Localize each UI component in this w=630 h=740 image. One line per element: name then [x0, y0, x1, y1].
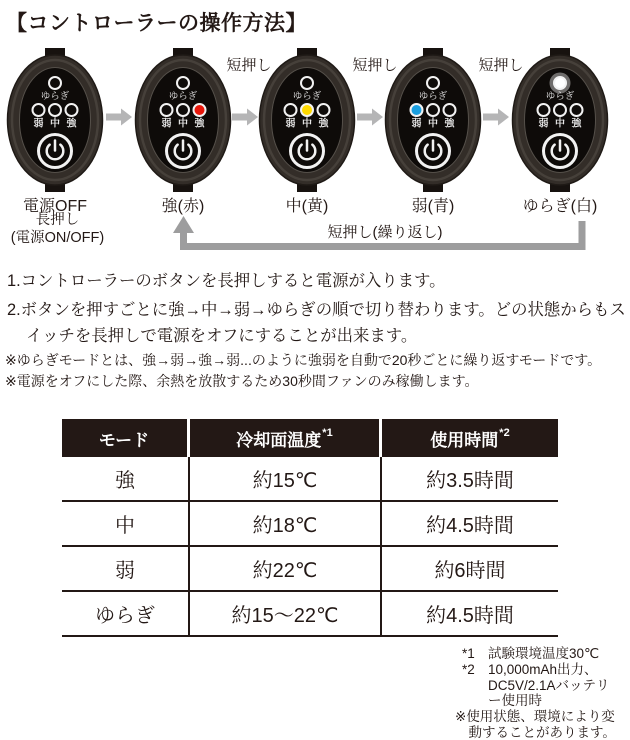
page-title: 【コントローラーの操作方法】	[6, 12, 307, 35]
table-cell: 約15〜22℃	[190, 592, 382, 635]
footnote-marker: ※	[455, 709, 467, 725]
table-cell: 約15℃	[190, 457, 382, 500]
strong-led-label: 強	[444, 118, 455, 130]
mode-label: 強(赤)	[161, 198, 205, 215]
header-text: モード	[98, 430, 150, 450]
footnote-marker: *1	[462, 646, 475, 661]
weak-led-icon	[161, 104, 173, 116]
table-header-usage-time	[382, 419, 558, 457]
strong-led-icon	[318, 104, 330, 116]
medium-led-icon	[554, 104, 566, 116]
long-press-label-line1: 長押し	[35, 212, 80, 228]
footnote-marker: *2	[462, 661, 475, 677]
table-cell: 約3.5時間	[426, 470, 514, 492]
flow-arrow-icon	[106, 109, 132, 126]
table-cell: 約18℃	[190, 502, 382, 545]
mode-label: 中(黄)	[285, 198, 329, 215]
footnote-list	[455, 646, 623, 740]
instruction-item-2: 2.ボタンを押すごとに強→中→弱→ゆらぎの順で切り替わります。どの状態からもスイッチを長押しで電源をオフにすることが出来ます。	[7, 301, 626, 345]
yuragi-led-icon	[49, 77, 61, 89]
footnote-item-3	[455, 709, 623, 740]
table-cell: 約22℃	[190, 547, 382, 590]
short-press-label: 短押し	[226, 57, 272, 74]
mode-label: 弱(青)	[411, 198, 455, 215]
table-cell: 約6時間	[434, 560, 506, 582]
weak-led-label: 弱	[538, 118, 549, 130]
table-cell: 約4.5時間	[426, 515, 514, 537]
footnote-text: 使用状態、環境により変動することがあります。	[466, 709, 616, 740]
weak-led-label: 弱	[33, 118, 44, 130]
mode-label: 電源OFF	[23, 198, 87, 215]
medium-led-label: 中	[178, 118, 188, 130]
yuragi-led-icon	[301, 77, 313, 89]
yuragi-led-label: ゆらぎ	[418, 91, 448, 102]
table-row	[62, 502, 558, 547]
yuragi-led-icon	[554, 77, 566, 89]
controller-illustration	[5, 47, 105, 193]
medium-led-icon	[301, 104, 313, 116]
table-header-row	[62, 419, 558, 457]
flow-arrow-icon	[232, 109, 258, 126]
medium-led-label: 中	[50, 118, 60, 130]
medium-led-label: 中	[428, 118, 438, 130]
yuragi-led-label: ゆらぎ	[545, 91, 575, 102]
header-text: 使用時間	[430, 430, 499, 450]
yuragi-led-label: ゆらぎ	[40, 91, 70, 102]
note-list	[5, 350, 629, 391]
medium-led-label: 中	[302, 118, 312, 130]
note-item-2: ※電源をオフにした際、余熱を放散するため30秒間ファンのみ稼働します。	[5, 372, 479, 389]
mode-label: ゆらぎ(白)	[522, 198, 598, 215]
medium-led-icon	[427, 104, 439, 116]
table-row	[62, 547, 558, 592]
strong-led-icon	[444, 104, 456, 116]
weak-led-icon	[538, 104, 550, 116]
flow-arrow-icon	[357, 109, 383, 126]
yuragi-led-icon	[177, 77, 189, 89]
medium-led-icon	[177, 104, 189, 116]
flow-arrow-icon	[483, 109, 509, 126]
table-cell: 中	[62, 502, 190, 545]
weak-led-icon	[411, 104, 423, 116]
strong-led-icon	[571, 104, 583, 116]
mode-table	[62, 419, 558, 637]
weak-led-icon	[33, 104, 45, 116]
controller-power-off	[5, 47, 105, 215]
table-cell: 弱	[62, 547, 190, 590]
header-text: 冷却面温度	[236, 430, 322, 450]
table-cell: 強	[62, 457, 190, 500]
footnote-item-2	[462, 662, 623, 709]
short-press-label: 短押し	[478, 57, 524, 74]
table-row	[62, 592, 558, 637]
header-superscript: *2	[499, 427, 510, 439]
strong-led-label: 強	[318, 118, 329, 130]
table-cell: 約4.5時間	[426, 605, 514, 627]
yuragi-led-icon	[427, 77, 439, 89]
repeat-arrow-head-icon	[173, 216, 194, 233]
repeat-press-label: 短押し(繰り返し)	[327, 224, 443, 241]
medium-led-icon	[49, 104, 61, 116]
footnote-item-1	[462, 646, 623, 662]
yuragi-led-label: ゆらぎ	[168, 91, 198, 102]
strong-led-icon	[66, 104, 78, 116]
table-header-cooling-temp	[190, 419, 382, 457]
yuragi-led-label: ゆらぎ	[292, 91, 322, 102]
strong-led-label: 強	[571, 118, 582, 130]
long-press-label-line2: (電源ON/OFF)	[10, 230, 105, 246]
note-item-1: ※ゆらぎモードとは、強→弱→強→弱...のように強弱を自動で20秒ごとに繰り返すモードです。	[5, 352, 602, 368]
weak-led-label: 弱	[285, 118, 296, 130]
footnote-text: 試験環境温度30℃	[488, 646, 600, 661]
long-press-label	[0, 211, 140, 247]
strong-led-label: 強	[194, 118, 205, 130]
weak-led-icon	[285, 104, 297, 116]
instruction-item-1: 1.コントローラーのボタンを長押しすると電源が入ります。	[7, 272, 446, 290]
strong-led-label: 強	[66, 118, 77, 130]
medium-led-label: 中	[555, 118, 565, 130]
short-press-label: 短押し	[352, 57, 398, 74]
table-cell: ゆらぎ	[62, 592, 190, 635]
controller-flow-diagram	[0, 0, 630, 265]
footnote-text: 10,000mAh出力、DC5V/2.1Aバッテリー使用時	[488, 661, 610, 709]
table-row	[62, 457, 558, 502]
header-superscript: *1	[322, 427, 333, 439]
instruction-list	[7, 268, 627, 349]
strong-led-icon	[194, 104, 206, 116]
weak-led-label: 弱	[161, 118, 172, 130]
weak-led-label: 弱	[411, 118, 422, 130]
table-body	[62, 457, 558, 637]
table-header-mode	[62, 419, 190, 457]
